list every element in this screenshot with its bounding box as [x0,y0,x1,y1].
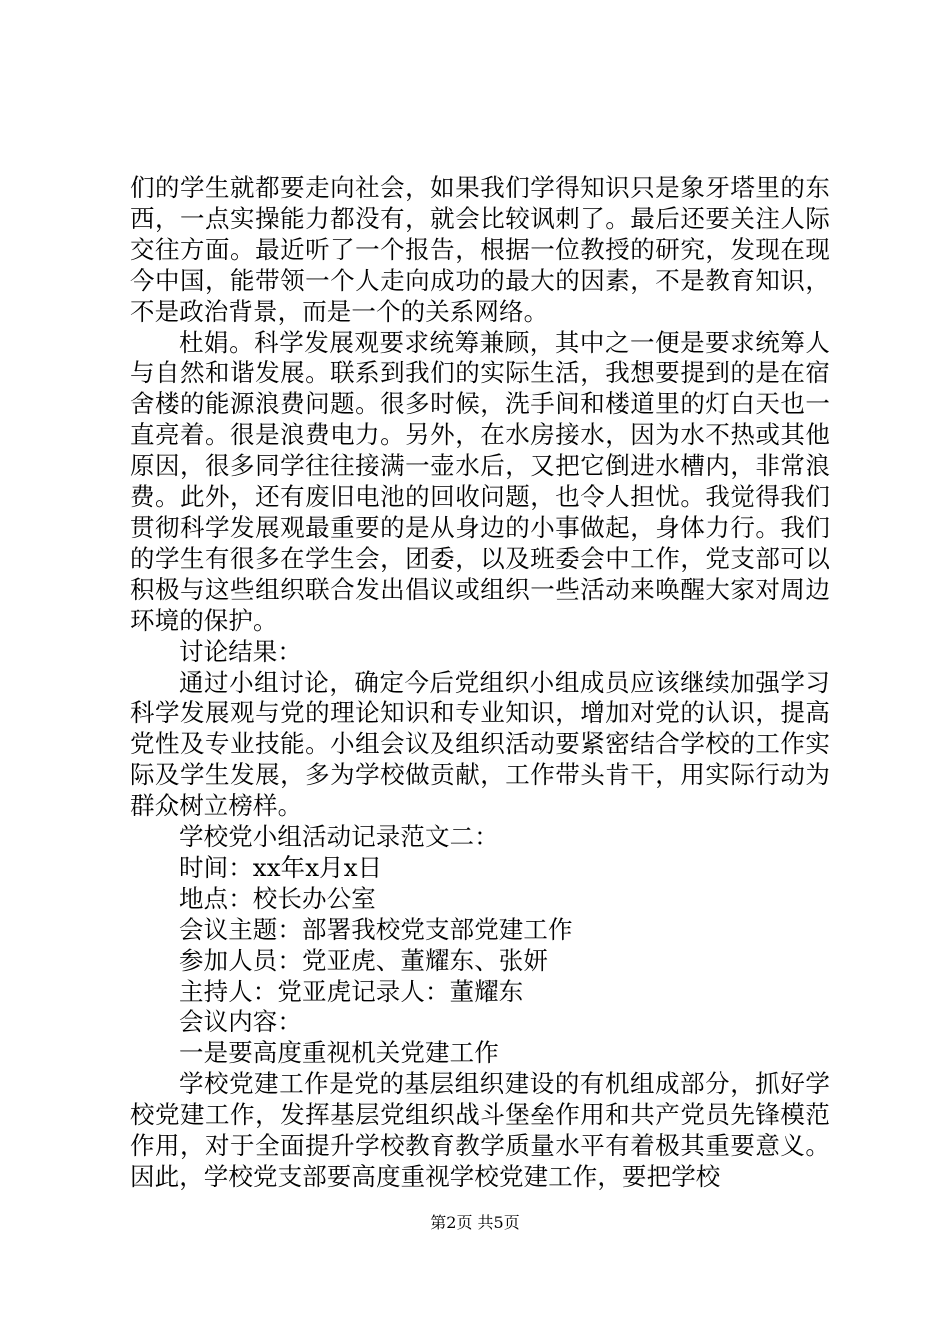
paragraph: 杜娟。科学发展观要求统筹兼顾，其中之一便是要求统筹人与自然和谐发展。联系到我们的实际生活，我想要提到的是在宿舍楼的能源浪费问题。很多时候，洗手间和楼道里的灯白天也一直亮着。很是浪费电力。另外，在水房接水，因为水不热或其他原因，很多同学往往接满一壶水后，又把它倒进水槽内，非常浪费。此外，还有废旧电池的回收问题，也令人担忧。我觉得我们贯彻科学发展观最重要的是从身边的小事做起，身体力行。我们的学生有很多在学生会，团委，以及班委会中工作，党支部可以积极与这些组织联合发出倡议或组织一些活动来唤醒大家对周边环境的保护。 [130,327,830,635]
meeting-attendees: 参加人员：党亚虎、董耀东、张妍 [179,945,548,975]
page-number-footer: 第2页 共5页 [430,1213,520,1232]
paragraph: 讨论结果： [179,636,302,666]
paragraph: 通过小组讨论，确定今后党组织小组成员应该继续加强学习科学发展观与党的理论知识和专业知识，增加对党的认识，提高党性及专业技能。小组会议及组织活动要紧密结合学校的工作实际及学生发展，多为学校做贡献，工作带头肯干，用实际行动为群众树立榜样。 [130,667,830,821]
meeting-location: 地点：校长办公室 [179,883,376,913]
section-heading: 学校党小组活动记录范文二： [179,822,499,852]
meeting-content-label: 会议内容： [179,1007,302,1037]
paragraph: 们的学生就都要走向社会，如果我们学得知识只是象牙塔里的东西，一点实操能力都没有，就会比较讽刺了。最后还要关注人际交往方面。最近听了一个报告，根据一位教授的研究，发现在现今中国，能带领一个人走向成功的最大的因素，不是教育知识，不是政治背景，而是一个的关系网络。 [130,173,830,326]
content-item-heading: 一是要高度重视机关党建工作 [179,1038,499,1068]
paragraph: 学校党建工作是党的基层组织建设的有机组成部分，抓好学校党建工作，发挥基层党组织战斗堡垒作用和共产党员先锋模范作用，对于全面提升学校教育教学质量水平有着极其重要意义。因此，学校党支部要高度重视学校党建工作，要把学校 [130,1069,830,1191]
document-body [130,173,830,1193]
meeting-topic: 会议主题：部署我校党支部党建工作 [179,914,573,944]
meeting-host-recorder: 主持人：党亚虎记录人：董耀东 [179,976,524,1006]
meeting-time: 时间：xx年x月x日 [179,852,383,882]
